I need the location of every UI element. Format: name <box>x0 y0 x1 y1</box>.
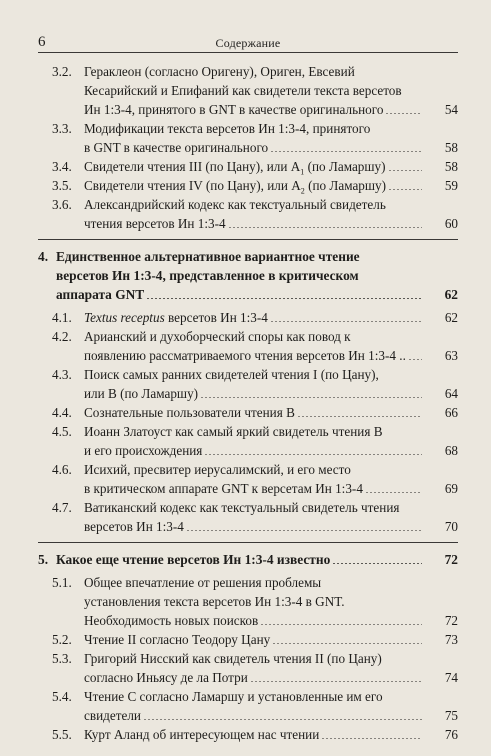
entry-title-text <box>84 668 248 687</box>
entry-title <box>52 365 458 403</box>
entry-page-number: 63 <box>444 348 458 363</box>
entry-title <box>52 157 458 176</box>
entry-title-text <box>84 725 319 744</box>
toc-entry <box>38 327 458 365</box>
dot-leader <box>228 215 422 228</box>
entry-title-line: Иоанн Златоуст как самый яркий свидетель чтения B <box>84 424 383 439</box>
toc-entry <box>38 308 458 327</box>
entry-subscript: 2 <box>300 186 305 196</box>
entry-number: 4.4. <box>52 405 72 420</box>
entry-title-text: согласно Иньясу де ла Потри <box>84 670 248 685</box>
section-4-entries <box>38 308 458 536</box>
entry-title-last-line <box>84 138 424 157</box>
dot-leader <box>270 139 422 152</box>
entry-title <box>52 460 458 498</box>
chapter-title-last-line <box>56 285 424 304</box>
entry-title-text <box>84 138 268 157</box>
chapter-number: 4. <box>38 249 49 264</box>
entry-title-line: Гераклеон (согласно Оригену), Ориген, Евсевий <box>84 64 355 79</box>
entry-title-line: Кесарийский и Епифаний как свидетели текста версетов <box>84 83 402 98</box>
entry-page-number: 70 <box>444 519 458 534</box>
entry-title-text <box>84 441 202 460</box>
divider <box>38 239 458 240</box>
chapter-title-line: Единственное альтернативное вариантное чтение <box>56 249 360 264</box>
page-number: 6 <box>38 34 46 50</box>
toc-entry <box>38 687 458 725</box>
entry-title-line: Модификации текста версетов Ин 1:3-4, принятого <box>84 121 371 136</box>
entry-number: 5.2. <box>52 632 72 647</box>
entry-title-text <box>84 384 198 403</box>
entry-number: 5.1. <box>52 575 72 590</box>
entry-title-text: (по Ламаршу) <box>304 178 387 193</box>
entry-number: 3.5. <box>52 178 72 193</box>
entry-title <box>52 649 458 687</box>
entry-number: 5.3. <box>52 651 72 666</box>
entry-title-text <box>84 706 141 725</box>
toc-entry <box>38 498 458 536</box>
entry-title-italic: Textus receptus <box>84 310 165 325</box>
chapter-title <box>38 550 458 569</box>
entry-title-last-line <box>84 630 424 649</box>
dot-leader <box>388 158 422 171</box>
entry-title-text: версетов Ин 1:3-4 <box>164 310 268 325</box>
entry-title-text: Сознательные пользователи чтения B <box>84 405 295 420</box>
toc-entry <box>38 630 458 649</box>
entry-page-number: 59 <box>444 178 458 193</box>
entry-page-number: 62 <box>444 310 458 325</box>
entry-title-text <box>84 214 226 233</box>
entry-title-text <box>84 403 295 422</box>
entry-title-text: Чтение II согласно Теодору Цану <box>84 632 271 647</box>
table-of-contents <box>38 62 458 744</box>
chapter-entry <box>38 247 458 304</box>
toc-entry <box>38 460 458 498</box>
entry-page-number: 66 <box>444 405 458 420</box>
chapter-page-number: 72 <box>444 552 458 567</box>
dot-leader <box>186 518 422 531</box>
entry-title-text: или B (по Ламаршу) <box>84 386 199 401</box>
entry-number: 5.5. <box>52 727 72 742</box>
entry-title-line: установления текста версетов Ин 1:3-4 в GNT. <box>84 594 345 609</box>
entry-page-number: 76 <box>444 727 458 742</box>
entry-page-number: 58 <box>444 140 458 155</box>
entry-title <box>52 327 458 365</box>
entry-title-text: Курт Аланд об интересующем нас чтении <box>84 727 320 742</box>
chapter-4-heading <box>38 247 458 304</box>
toc-entry <box>38 725 458 744</box>
entry-title <box>52 498 458 536</box>
entry-number: 4.6. <box>52 462 72 477</box>
entry-title-text: свидетели <box>84 708 141 723</box>
dot-leader <box>146 286 422 299</box>
toc-entry <box>38 422 458 460</box>
chapter-title <box>38 247 458 304</box>
entry-title-text: чтения версетов Ин 1:3-4 <box>84 216 226 231</box>
entry-title-text: в GNT в качестве оригинального <box>84 140 269 155</box>
entry-title-text <box>84 100 383 119</box>
entry-page-number: 68 <box>444 443 458 458</box>
entry-title-last-line <box>84 346 424 365</box>
entry-number: 4.3. <box>52 367 72 382</box>
dot-leader <box>270 309 422 322</box>
dot-leader <box>297 404 422 417</box>
entry-number: 5.4. <box>52 689 72 704</box>
entry-title-text: Необходимость новых поисков <box>84 613 259 628</box>
dot-leader <box>260 612 422 625</box>
entry-title-last-line <box>84 611 424 630</box>
page-header <box>38 34 458 53</box>
dot-leader <box>408 347 422 360</box>
chapter-number: 5. <box>38 552 49 567</box>
entry-title-text <box>84 517 184 536</box>
entry-title-last-line <box>84 157 424 176</box>
entry-title-last-line <box>84 725 424 744</box>
dot-leader <box>200 385 422 398</box>
entry-title-line: Александрийский кодекс как текстуальный свидетель <box>84 197 386 212</box>
entry-page-number: 74 <box>444 670 458 685</box>
entry-number: 3.3. <box>52 121 72 136</box>
entry-title-text: Свидетели чтения IV (по Цану), или A <box>84 178 301 193</box>
entry-title-last-line <box>84 479 424 498</box>
entry-title-text: в критическом аппарате GNT к версетам Ин 1:3-4 <box>84 481 363 496</box>
running-title: Содержание <box>215 36 281 50</box>
dot-leader <box>365 480 422 493</box>
entry-title-last-line <box>84 176 424 195</box>
entry-title <box>52 725 458 744</box>
entry-number: 3.6. <box>52 197 72 212</box>
entry-title <box>52 176 458 195</box>
entry-title <box>52 422 458 460</box>
toc-entry <box>38 176 458 195</box>
dot-leader <box>272 631 422 644</box>
chapter-page-number: 62 <box>444 287 458 302</box>
entry-title <box>52 630 458 649</box>
toc-entry <box>38 157 458 176</box>
entry-page-number: 69 <box>444 481 458 496</box>
dot-leader <box>204 442 422 455</box>
entry-title <box>52 687 458 725</box>
entry-title-line: Общее впечатление от решения проблемы <box>84 575 322 590</box>
chapter-title-text: Какое еще чтение версетов Ин 1:3-4 известно <box>56 552 331 567</box>
entry-title-text: Свидетели чтения III (по Цану), или A <box>84 159 301 174</box>
section-3-entries <box>38 62 458 233</box>
dot-leader <box>143 707 422 720</box>
entry-number: 4.5. <box>52 424 72 439</box>
entry-title-last-line <box>84 308 424 327</box>
toc-entry <box>38 573 458 630</box>
entry-title-text: и его происхождения <box>84 443 203 458</box>
toc-entry <box>38 365 458 403</box>
chapter-title-line: версетов Ин 1:3-4, представленное в критическом <box>56 268 359 283</box>
toc-entry <box>38 649 458 687</box>
chapter-title-last-line <box>56 550 424 569</box>
dot-leader <box>321 726 422 739</box>
entry-title-text <box>84 157 386 176</box>
entry-title-text: появлению рассматриваемого чтения версетов Ин 1:3-4 .. <box>84 348 406 363</box>
entry-page-number: 75 <box>444 708 458 723</box>
entry-title-last-line <box>84 517 424 536</box>
entry-title-line: Поиск самых ранних свидетелей чтения I (по Цану), <box>84 367 379 382</box>
entry-title-text <box>84 479 363 498</box>
entry-subscript: 1 <box>300 167 305 177</box>
entry-title-last-line <box>84 441 424 460</box>
entry-title <box>52 62 458 119</box>
toc-entry <box>38 403 458 422</box>
entry-page-number: 60 <box>444 216 458 231</box>
entry-number: 4.2. <box>52 329 72 344</box>
entry-title-text <box>84 611 258 630</box>
entry-title-text: версетов Ин 1:3-4 <box>84 519 184 534</box>
entry-page-number: 58 <box>444 159 458 174</box>
entry-title-text: Ин 1:3-4, принятого в GNT в качестве оригинального <box>84 102 384 117</box>
entry-title-text <box>84 346 406 365</box>
toc-entry <box>38 195 458 233</box>
entry-title-last-line <box>84 100 424 119</box>
entry-title-line: Григорий Нисский как свидетель чтения II (по Цану) <box>84 651 382 666</box>
entry-title-line: Чтение C согласно Ламаршу и установленные им его <box>84 689 383 704</box>
entry-title-line: Арианский и духоборческий споры как повод к <box>84 329 351 344</box>
entry-number: 4.1. <box>52 310 72 325</box>
entry-page-number: 73 <box>444 632 458 647</box>
entry-title-last-line <box>84 706 424 725</box>
entry-title-last-line <box>84 214 424 233</box>
section-5-entries <box>38 573 458 744</box>
dot-leader <box>385 101 422 114</box>
dot-leader <box>250 669 422 682</box>
entry-page-number: 64 <box>444 386 458 401</box>
dot-leader <box>332 551 422 564</box>
divider <box>38 542 458 543</box>
toc-entry <box>38 119 458 157</box>
entry-title-text <box>84 176 386 195</box>
entry-title-last-line <box>84 668 424 687</box>
entry-title <box>52 308 458 327</box>
entry-title <box>52 573 458 630</box>
toc-entry <box>38 62 458 119</box>
entry-title <box>52 119 458 157</box>
entry-title <box>52 195 458 233</box>
entry-title <box>52 403 458 422</box>
chapter-title-text: аппарата GNT <box>56 287 145 302</box>
entry-number: 3.4. <box>52 159 72 174</box>
entry-title-text <box>84 630 270 649</box>
entry-page-number: 72 <box>444 613 458 628</box>
chapter-entry <box>38 550 458 569</box>
entry-title-line: Исихий, пресвитер иерусалимский, и его место <box>84 462 351 477</box>
chapter-5-heading <box>38 550 458 569</box>
entry-number: 4.7. <box>52 500 72 515</box>
entry-title-text: (по Ламаршу) <box>304 159 386 174</box>
entry-title-line: Ватиканский кодекс как текстуальный свидетель чтения <box>84 500 400 515</box>
entry-title-text <box>84 308 268 327</box>
entry-title-last-line <box>84 403 424 422</box>
entry-number: 3.2. <box>52 64 72 79</box>
entry-title-last-line <box>84 384 424 403</box>
entry-page-number: 54 <box>444 102 458 117</box>
dot-leader <box>388 177 422 190</box>
